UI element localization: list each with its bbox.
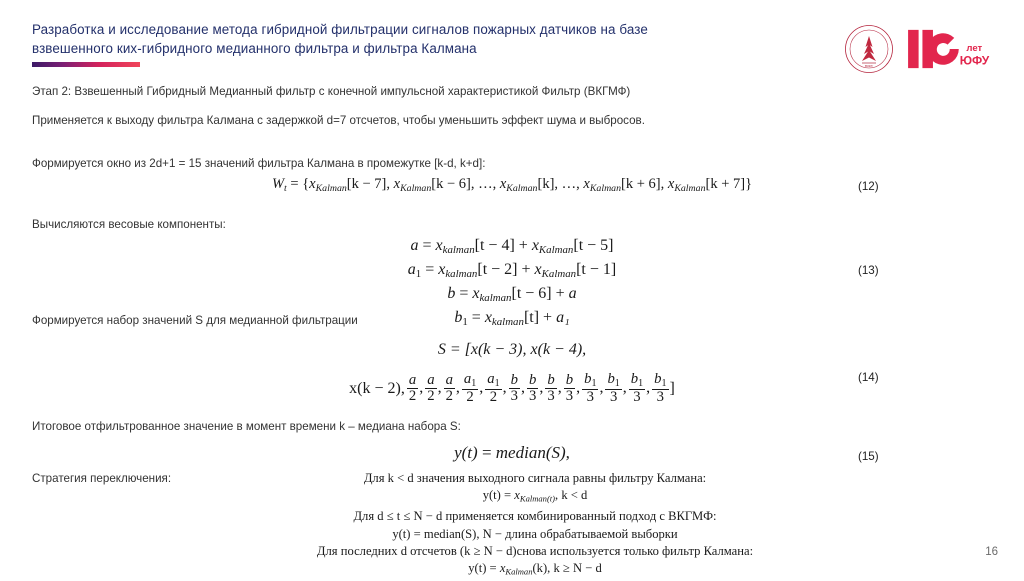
equation-14-fraction: $\frac{b}{3}$ (547, 372, 555, 404)
strategy-line: Для последних d отсчетов (k ≥ N − d)снова используется только фильтр Калмана: (316, 544, 754, 559)
equation-14-fraction: $\frac{b1}{3}$ (630, 371, 644, 405)
strategy-line: Для k < d значения выходного сигнала равны фильтру Калмана: (363, 471, 707, 485)
strategy-line: y(t) = median(S), N − длина обрабатываемой выборки (392, 526, 678, 541)
svg-text:ЮФУ: ЮФУ (959, 53, 990, 68)
equation-14-number: (14) (858, 371, 879, 384)
window-intro-text: Формируется окно из 2d+1 = 15 значений фильтра Калмана в промежутке [k-d, k+d]: (32, 157, 486, 170)
page-title (32, 20, 852, 58)
svg-text:лет: лет (966, 42, 983, 54)
equation-14-separator: , (419, 379, 424, 397)
equation-13-line: $b = x_{kalman}[t - 6] + a$ (447, 285, 577, 305)
slide-header (32, 20, 852, 58)
equation-14-fraction: $\frac{b1}{3}$ (607, 371, 620, 405)
equation-14-separator: , (646, 379, 651, 397)
equation-13-line: $a = x_{kalman}[t - 4] + x_{Kalman}[t - 5]$ (410, 237, 614, 257)
strategy-line: Для d ≤ t ≤ N − d применяется комбинированный подход с ВКГМФ: (353, 509, 717, 524)
equation-14-separator: , (539, 379, 544, 397)
equation-14-separator: , (479, 379, 484, 397)
equation-14-fraction: $\frac{b1}{3}$ (654, 371, 667, 405)
equation-15-number: (15) (858, 450, 879, 463)
equation-14-separator: , (557, 379, 562, 397)
anniversary-110-logo-icon (906, 27, 1002, 71)
page-title-line-1: Разработка и исследование метода гибридной фильтрации сигналов пожарных датчиков на базе (32, 22, 648, 37)
equation-14-fraction: $\frac{a1}{2}$ (487, 371, 500, 405)
equation-14-prefix: x(k − 2), (349, 379, 405, 397)
equation-14-separator: , (455, 379, 460, 397)
equation-12-term: $x_{Kalman}[k - 6]$ (393, 176, 471, 194)
equation-13 (0, 236, 1024, 332)
equation-12-expression: $W_t = \{x_{Kalman}[k - 7]$, $x_{Kalman}[k - 6]$, …, $x_{Kalman}[k]$, …, $x_{Kalman}[k + 6]$, $x_{Kalman}[k + 7]$} (271, 176, 753, 194)
equation-14-line-1-text: S = [x(k − 3), x(k − 4), (437, 341, 587, 358)
equation-14-suffix: ] (669, 379, 675, 397)
equation-14-line-1 (0, 341, 1024, 359)
equation-14-separator: , (502, 379, 507, 397)
equation-12-separator: , (470, 176, 479, 192)
equation-12-term: … (478, 176, 493, 192)
equation-14-fraction-list (406, 372, 670, 405)
equation-12-separator: , (576, 176, 584, 192)
page-number: 16 (985, 546, 998, 558)
equation-13-line: $a1 = x_{kalman}[t - 2] + x_{Kalman}[t - 1]$ (407, 261, 617, 281)
equation-14-fraction: $\frac{b1}{3}$ (584, 371, 597, 405)
equation-12-term: $x_{Kalman}[k - 7]$ (309, 176, 387, 194)
equation-14-separator: , (437, 379, 442, 397)
svg-text:ЮФУ: ЮФУ (864, 64, 874, 68)
equation-14-fraction: $\frac{a}{2}$ (408, 372, 417, 404)
strategy-label: Стратегия переключения: (32, 472, 172, 485)
equation-12-term: … (561, 176, 577, 192)
equation-14-fraction: $\frac{a}{2}$ (427, 372, 435, 404)
switching-strategy-block (255, 470, 815, 581)
strategy-line: $y(t) = x_{Kalman(t)}$, k < d (482, 488, 588, 504)
equation-14-separator: , (576, 379, 581, 397)
equation-14-fraction: $\frac{a1}{2}$ (463, 371, 477, 405)
equation-14-fraction: $\frac{b}{3}$ (529, 372, 537, 404)
equation-12-separator: , (386, 176, 394, 192)
equation-12-term: $x_{Kalman}[k + 7]$ (667, 176, 746, 194)
accent-bar-divider (32, 62, 140, 67)
set-s-intro-text: Формируется набор значений S для медианной фильтрации (32, 314, 358, 327)
equation-14-fraction: $\frac{a}{2}$ (445, 372, 453, 404)
equation-12-separator: , (554, 176, 562, 192)
equation-12-separator: , (660, 176, 668, 192)
equation-14-separator: , (599, 379, 604, 397)
equation-12-number: (12) (858, 180, 879, 193)
equation-13-number: (13) (858, 264, 879, 277)
equation-15-equals: = (477, 443, 496, 462)
final-value-intro-text: Итоговое отфильтрованное значение в момент времени k – медиана набора S: (32, 420, 461, 433)
equation-12-separator: , (492, 176, 500, 192)
page-title-line-2: взвешенного ких-гибридного медианного фильтра и фильтра Калмана (32, 41, 477, 56)
applied-description: Применяется к выходу фильтра Калмана с задержкой d=7 отсчетов, чтобы уменьшить эффект шума и выбросов. (32, 114, 645, 127)
equation-15-rhs: median(S), (495, 443, 570, 462)
equation-12-term: $x_{Kalman}[k]$ (499, 176, 555, 194)
equation-14-fraction: $\frac{b}{3}$ (510, 372, 518, 404)
equation-14-separator: , (521, 379, 525, 397)
stage-description: Этап 2: Взвешенный Гибридный Медианный фильтр с конечной импульсной характеристикой Фильтр (ВКГМФ) (32, 85, 631, 98)
sfedu-seal-icon (844, 24, 894, 74)
equation-14-fraction: $\frac{b}{3}$ (565, 372, 574, 404)
equation-13-line: $b1 = x_{kalman}[t] + a_1$ (454, 309, 570, 329)
strategy-line: $y(t) = x_{Kalman}(k)$, k ≥ N − d (468, 561, 602, 577)
equation-14-separator: , (622, 379, 627, 397)
logo-group (844, 24, 1002, 74)
weights-intro-text: Вычисляются весовые компоненты: (32, 218, 226, 231)
equation-15-lhs: y(t) (454, 443, 478, 462)
equation-12-term: $x_{Kalman}[k + 6]$ (583, 176, 661, 194)
